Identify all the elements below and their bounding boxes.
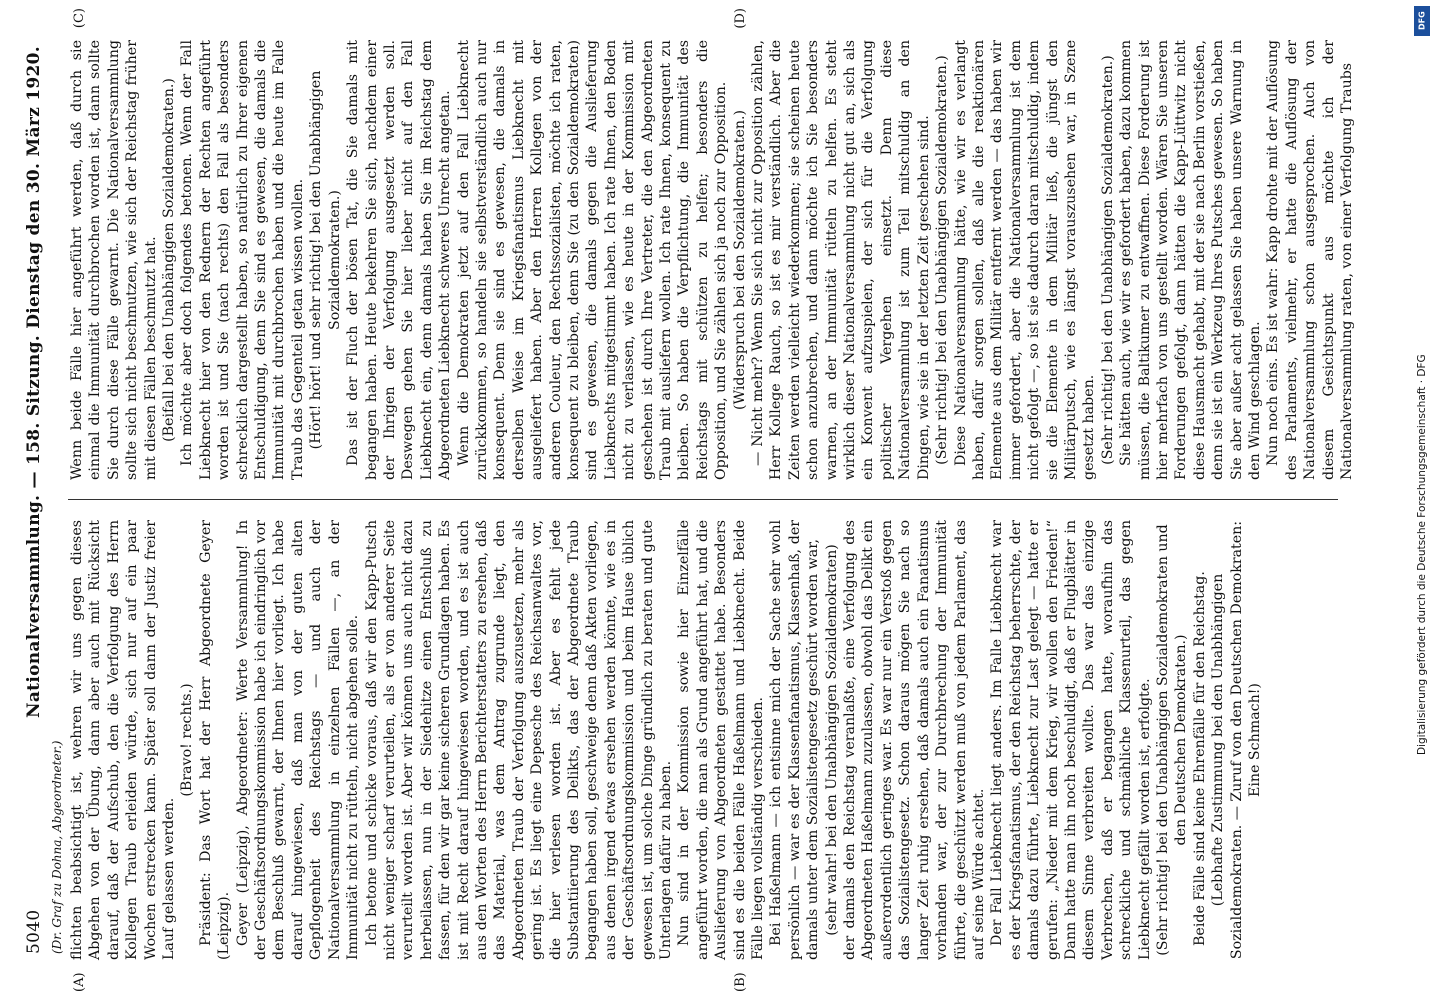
interjection: (Bravo! rechts.) xyxy=(179,683,196,797)
paragraph: Sie hätten auch, wie wir es gefordert haben, dazu kommen müssen, die Baltikumer zu entwaffnen. Diese Forderung ist hier mehrfach von uns gestellt worden. Wären Sie unseren Forderungen gefolgt, dann hätten die Kapp-Lüttwitz nicht diese Hausmacht gehabt, mit der sie nach Berlin vorstießen, denn sie ist ein Werkzeug Ihres Putsches gewesen. So haben Sie aber außer acht gelassen Sie haben unsere Warnung in den Wind geschlagen. xyxy=(1118,40,1263,480)
paragraph: flichten beabsichtigt ist, wehren wir uns gegen dieses Abgehen von der Übung, dann aber auch mit Rücksicht darauf, daß der Aufschub, den die Verfolgung des Herrn Kollegen Traub erleiden würde, sich nur auf ein paar Wochen erstrecken kann. Später soll dann der Justiz freier Lauf gelassen werden. xyxy=(69,520,178,960)
paragraph: Nun sind in der Kommission sowie hier Einzelfälle angeführt worden, die man als Grund angeführt hat, und die Auslieferung von Abgeordneten gestattet habe. Besonders sind es die beiden Fälle Haßelmann und Liebknecht. Beide Fälle liegen vollständig verschieden. xyxy=(676,520,767,960)
paragraph: Diese Nationalversammlung hätte, wie wir es verlangt haben, dafür sorgen sollen, daß alle die reaktionären Elemente aus dem Militär entfernt werden — das haben wir immer gefordert, aber die Nationalversammlung ist dem nicht gefolgt —, so ist sie dadurch daran mitschuldig, indem sie die Elemente in dem Militär ließ, die jüngst den Militärputsch, wie es längst vorauszusehen war, in Szene gesetzt haben. xyxy=(952,40,1098,480)
margin-marker-d: (D) xyxy=(733,8,748,29)
interjection: (Widerspruch bei den Sozialdemokraten.) xyxy=(731,109,748,411)
interjection: (sehr wahr! bei den Unabhängigen Sozialdemokraten) xyxy=(823,544,840,936)
right-column xyxy=(68,40,1356,480)
paragraph: Beide Fälle sind keine Ehrenfälle für den Reichstag. xyxy=(1191,571,1208,946)
paragraph: Bei Haßelmann — ich entsinne mich der Sache sehr wohl persönlich — war es der Klassenfanatismus, Klassenhaß, der damals unter dem Sozialistengesetz geschürt worden war, xyxy=(768,520,822,960)
paragraph: Der Fall Liebknecht liegt anders. Im Falle Liebknecht war es der Kriegsfanatismus, der den Reichstag beherrschte, der damals dazu führte, Liebknecht zur Last gelegt — hatte er gerufen: „Nieder mit dem Krieg, wir wollen den Frieden!“ Dann hatte man ihn noch beschuldigt, daß er Flugblätter in diesem Sinne verbreiten wollte. Das war das einzige Verbrechen, daß er begangen hatte, woraufhin das schreckliche und schmähliche Klassenurteil, das gegen Liebknecht gefällt worden ist, erfolgte. xyxy=(989,520,1153,960)
dfg-logo: DFG xyxy=(1414,6,1430,36)
text-columns xyxy=(68,8,1356,992)
paragraph: Das ist der Fluch der bösen Tat, die Sie damals mit begangen haben. Heute bekehren Sie sich, nachdem einer der Ihrigen der Verfolgung ausgesetzt werden soll. Deswegen gehen Sie hier lieber nicht auf den Fall Liebknecht ein, denn damals haben Sie im Reichstag dem Abgeordneten Liebknecht schweres Unrecht angetan. xyxy=(345,40,454,480)
paragraph: Präsident: Das Wort hat der Herr Abgeordnete Geyer (Leipzig). xyxy=(197,520,233,960)
margin-marker-a: (A) xyxy=(72,972,87,992)
margin-marker-c: (C) xyxy=(72,8,87,29)
interjection: (Sehr richtig! bei den Unabhängigen Sozialdemokraten und den Deutschen Demokraten.) xyxy=(1154,524,1190,956)
interjection: (Hört! hört! und sehr richtig! bei den Unabhängigen Sozialdemokraten.) xyxy=(308,70,343,450)
interjection: (Lebhafte Zustimmung bei den Unabhängigen Sozialdemokraten. — Zuruf von den Deutschen Demokraten: Eine Schmach!) xyxy=(1210,520,1263,960)
paragraph: Wenn beide Fälle hier angeführt werden, daß durch sie einmal die Immunität durchbrochen worden ist, dann sollte Sie durch diese Fälle gewarnt. Die Nationalversammlung sollte sich nicht beschmutzen, wie sich der Reichstag früher mit diesen Fällen beschmutzt hat. xyxy=(69,40,159,480)
paragraph: Ich betone und schicke voraus, daß wir den Kapp-Putsch nicht weniger scharf verurteilen, als er von anderer Seite verurteilt worden ist. Aber wir können uns auch nicht dazu herbeilassen, nun in der Siedehitze einen Entschluß zu fassen, für den wir gar keine sicheren Grundlagen haben. Es ist mit Recht darauf hingewiesen worden, und es ist auch aus den Worten des Herrn Berichterstatters zu ersehen, daß das Material, was dem Antrag zugrunde liegt, den Abgeordneten Traub der Verfolgung auszusetzen, mehr als gering ist. Es liegt eine Depesche des Reichsanwaltes vor, die hier verlesen worden ist. Aber es fehlt jede Substantiierung des Delikts, das der Abgeordnete Traub begangen haben soll, geschweige denn daß Akten vorliegen, aus denen irgend etwas ersehen werden könnte, wie es in der Geschäftsordnungskommission und beim Hause üblich gewesen ist, um solche Dinge gründlich zu beraten und gute Unterlagen dafür zu haben. xyxy=(363,520,674,960)
paragraph: der damals den Reichstag veranlaßte, eine Verfolgung des Abgeordneten Haßelmann zuzulassen, obwohl das Delikt ein außerordentlich geringes war. Es war nur ein Verstoß gegen das Sozialistengesetz. Schon daraus mögen Sie nach so langer Zeit ruhig ersehen, daß damals auch ein Fanatismus vorhanden war, der zur Durchbrechung der Immunität führte, die geschützt werden muß von jedem Parlament, das auf seine Würde achtet. xyxy=(842,520,987,960)
interjection: (Sehr richtig! bei den Unabhängigen Sozialdemokraten.) xyxy=(1099,55,1116,465)
speaker-reference: (Dr. Graf zu Dohna, Abgeordneter.) xyxy=(50,740,64,954)
paragraph: Nun noch eins. Es ist wahr: Kapp drohte mit der Auflösung des Parlaments, vielmehr, er hatte die Auflösung der Nationalversammlung schon ausgesprochen. Auch von diesem Gesichtspunkt aus möchte ich der Nationalversammlung raten, von einer Verfolgung Traubs xyxy=(1265,40,1356,480)
interjection: (Sehr richtig! bei den Unabhängigen Sozialdemokraten.) xyxy=(934,55,951,465)
paragraph: Wenn die Demokraten jetzt auf den Fall Liebknecht zurückkommen, so handeln sie selbstverständlich auch nur konsequent. Denn sie sind es gewesen, die damals in derselben Weise im Kriegsfanatismus Liebknecht mit ausgeliefert haben. Aber den Herren Kollegen von der anderen Couleur, den Rechtssozialisten, möchte ich raten, konsequent zu bleiben, denn Sie (zu den Sozialdemokraten) sind es gewesen, die damals gegen die Auslieferung Liebknechts mitgestimmt haben. Ich rate Ihnen, den Boden nicht zu verlassen, wie es heute in der Kommission mit geschehen ist durch Ihre Vertreter, die den Abgeordneten Traub mit ausliefern wollen. Ich rate Ihnen, konsequent zu bleiben. So haben die Verpflichtung, die Immunität des Reichstags mit schützen zu helfen; besonders die Opposition, und Sie zählen sich ja noch zur Opposition. xyxy=(455,40,730,480)
paragraph: Geyer (Leipzig), Abgeordneter: Werte Versammlung! In der Geschäftsordnungskommission habe ich eindringlich vor dem Beschluß gewarnt, der Ihnen hier vorliegt. Ich habe darauf hingewiesen, daß man von der guten alten Gepflogenheit des Reichstags — und auch der Nationalversammlung in einzelnen Fällen —, an der Immunität nicht zu rütteln, nicht abgehen solle. xyxy=(234,520,362,960)
page-header xyxy=(24,40,48,960)
digitization-sidebar xyxy=(1410,0,1434,1000)
digitization-credit: Digitalisierung gefördert durch die Deutsche Forschungsgemeinschaft · DFG xyxy=(1416,354,1428,755)
paragraph: — Nicht mehr? Wenn Sie sich nicht zur Opposition zählen, Herr Kollege Rauch, so ist es mir verständlich. Aber die Zeiten werden vielleicht wiederkommen; sie scheinen heute schon anzubrechen, und dann möchte ich Sie besonders warnen, an der Immunität rütteln zu helfen. Es steht wirklich dieser Nationalversammlung nicht gut an, sich als ein Konvent aufzuspielen, der sich für die Verfolgung politischer Vergehen einsetzt. Denn diese Nationalversammlung ist zum Teil mitschuldig an den Dingen, wie sie in der letzten Zeit geschehen sind. xyxy=(750,40,932,480)
page-number: 5040 xyxy=(24,909,44,954)
column-divider xyxy=(68,499,1338,500)
interjection: (Beifall bei den Unabhängigen Sozialdemokraten.) xyxy=(161,78,178,442)
paragraph: Ich möchte aber doch folgendes betonen. Wenn der Fall Liebknecht hier von den Rednern der Rechten angeführt worden ist und Sie (nach rechts) den Fall als besonders schrecklich dargestellt haben, so natürlich zu Ihrer eigenen Entschuldigung, denn Sie sind es gewesen, die damals die Immunität mit durchbrochen haben und die heute im Falle Traub das Gegenteil getan wissen wollen. xyxy=(179,40,306,480)
margin-marker-b: (B) xyxy=(733,972,748,992)
page-title: Nationalversammlung. — 158. Sitzung. Dienstag den 30. März 1920. xyxy=(24,46,44,718)
left-column xyxy=(68,520,1338,960)
